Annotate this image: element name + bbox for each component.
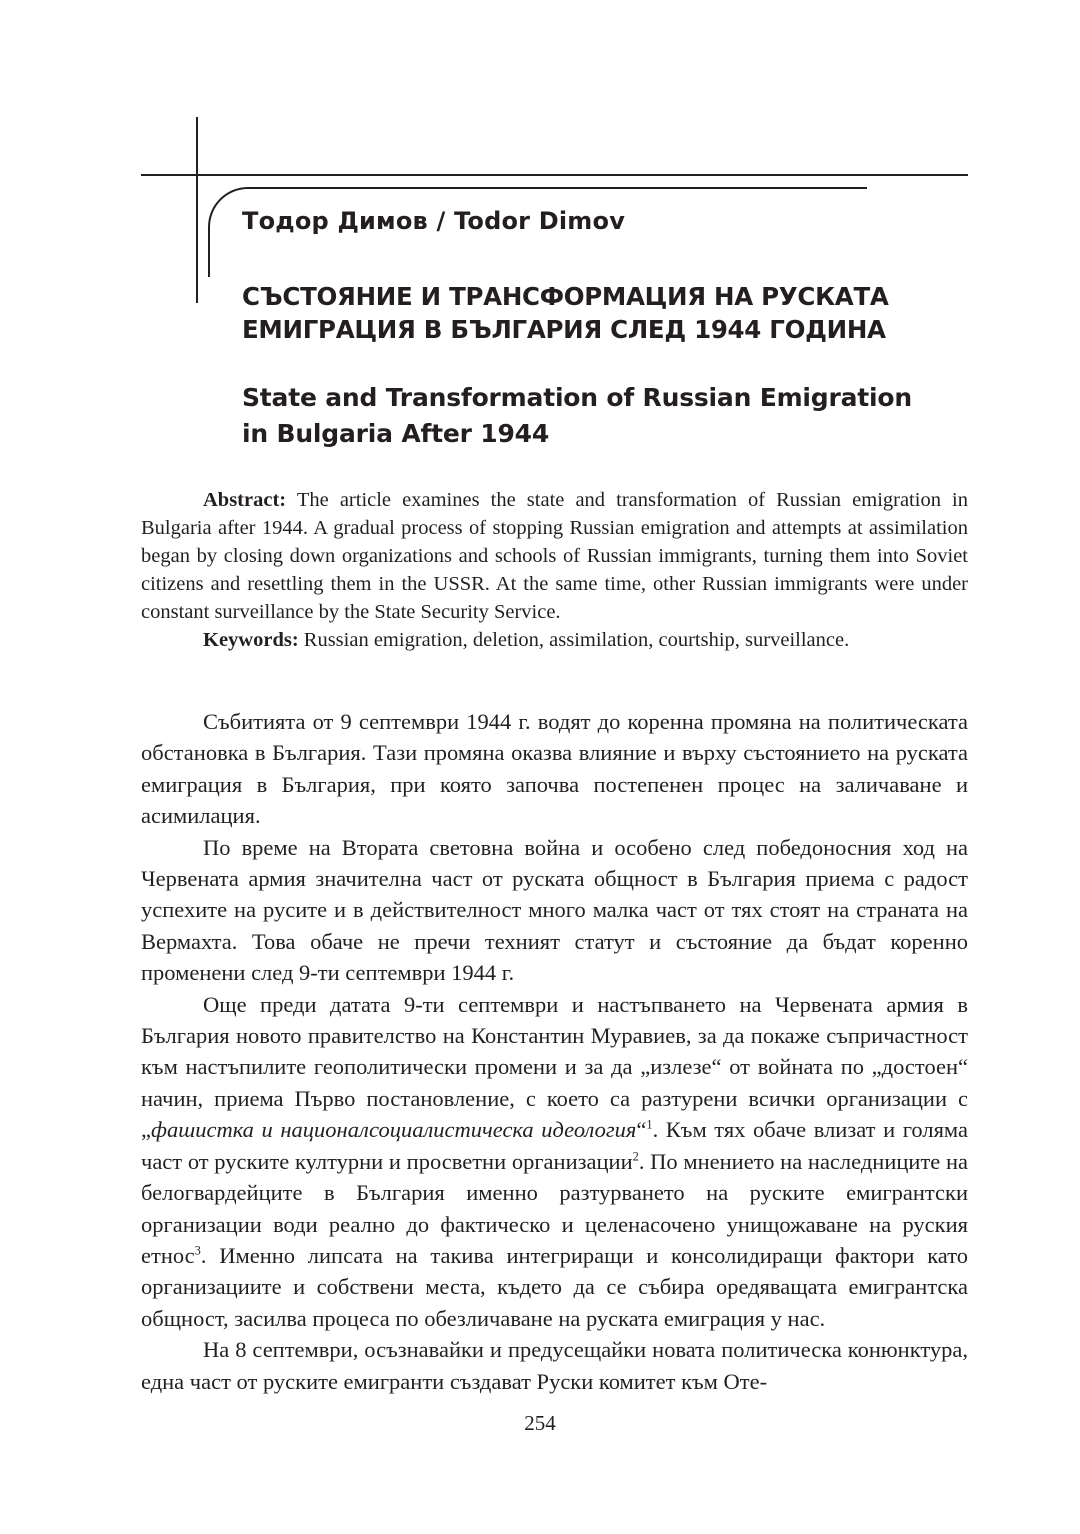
body-paragraph-4: На 8 септември, осъзнавайки и предусещайки новата политическа конюнктура, една част от руските емигранти създават Руски комитет към Оте- <box>141 1337 968 1394</box>
abstract-label: Abstract: <box>203 489 287 511</box>
abstract-text: The article examines the state and transformation of Russian emigration in Bulgaria after 1944. A gradual process of stopping Russian emigration and attempts at assimilation began by closing down organizations and schools of Russian immigrants, turning them into Soviet citizens and resettling them in the USSR. At the same time, other Russian immigrants were under constant surveillance by the State Security Service. <box>141 489 968 623</box>
frame-horizontal-line <box>141 174 968 176</box>
body-paragraph-3 <box>141 989 968 1334</box>
frame-vertical-line <box>196 117 198 303</box>
title-bulgarian <box>242 280 982 346</box>
paragraph-3-part-d: . По мнението на наследниците на белогвардейците в България именно разтурването на руските емигрантски организации води реално до фактическо и целенасочено унищожаване на руския етнос <box>141 1148 968 1268</box>
keywords-text: Russian emigration, deletion, assimilation, courtship, surveillance. <box>298 629 850 651</box>
body-paragraph-2: По време на Втората световна война и особено след победоносния ход на Червената армия значителна част от руската общност в България приема с радост успехите на русите и в действителност много малка част от тях стоят на страната на Вермахта. Това обаче не пречи техният статут и състояние да бъдат коренно променени след 9-ти септември 1944 г. <box>141 834 968 986</box>
body-paragraph-1: Събитията от 9 септември 1944 г. водят до коренна промяна на политическата обстановка в България. Тази промяна оказва влияние и върху състоянието на руската емиграция в България, при която започва постепенен процес на заличаване и асимилация. <box>141 709 968 829</box>
title-bulgarian-line-2: ЕМИГРАЦИЯ В БЪЛГАРИЯ СЛЕД 1944 ГОДИНА <box>242 315 886 344</box>
paragraph-3-part-e: . Именно липсата на такива интегриращи и консолидиращи фактори като организациите и собствени места, където да се събира оредяващата емигрантска общност, засилва процеса по обезличаване на руската емиграция у нас. <box>141 1242 968 1331</box>
footnote-ref-3[interactable]: 3 <box>194 1243 201 1258</box>
author-name: Тодор Димов / Todor Dimov <box>242 207 626 235</box>
paragraph-3-part-a: Още преди датата 9-ти септември и настъпването на Червената армия в България новото правителство на Константин Муравиев, за да покаже съпричастност към настъпилите геополитически промени и за да „излезе“ от войната по „достоен“ начин, приема Първо постановление, с което са разтурени всички организации с „ <box>141 991 968 1143</box>
page-number: 254 <box>524 1411 556 1435</box>
abstract-paragraph <box>141 486 968 626</box>
title-english <box>242 380 982 452</box>
article-body <box>141 706 968 1397</box>
paragraph-3-part-c: . Към тях обаче влизат и голяма част от руските културни и просветни организации <box>141 1117 968 1174</box>
frame-inner-top-line <box>248 187 867 189</box>
closing-quote-mark: “ <box>636 1117 647 1143</box>
title-english-line-2: in Bulgaria After 1944 <box>242 419 550 448</box>
abstract-block <box>141 486 968 654</box>
keywords-label: Keywords: <box>203 629 299 651</box>
title-english-line-1: State and Transformation of Russian Emigration <box>242 383 912 412</box>
ideology-quote: фашистка и националсоциалистическа идеология <box>151 1117 637 1143</box>
footnote-ref-2[interactable]: 2 <box>632 1149 639 1164</box>
footnote-ref-1[interactable]: 1 <box>646 1117 653 1132</box>
title-bulgarian-line-1: СЪСТОЯНИЕ И ТРАНСФОРМАЦИЯ НА РУСКАТА <box>242 282 889 311</box>
keywords-paragraph <box>141 626 968 654</box>
